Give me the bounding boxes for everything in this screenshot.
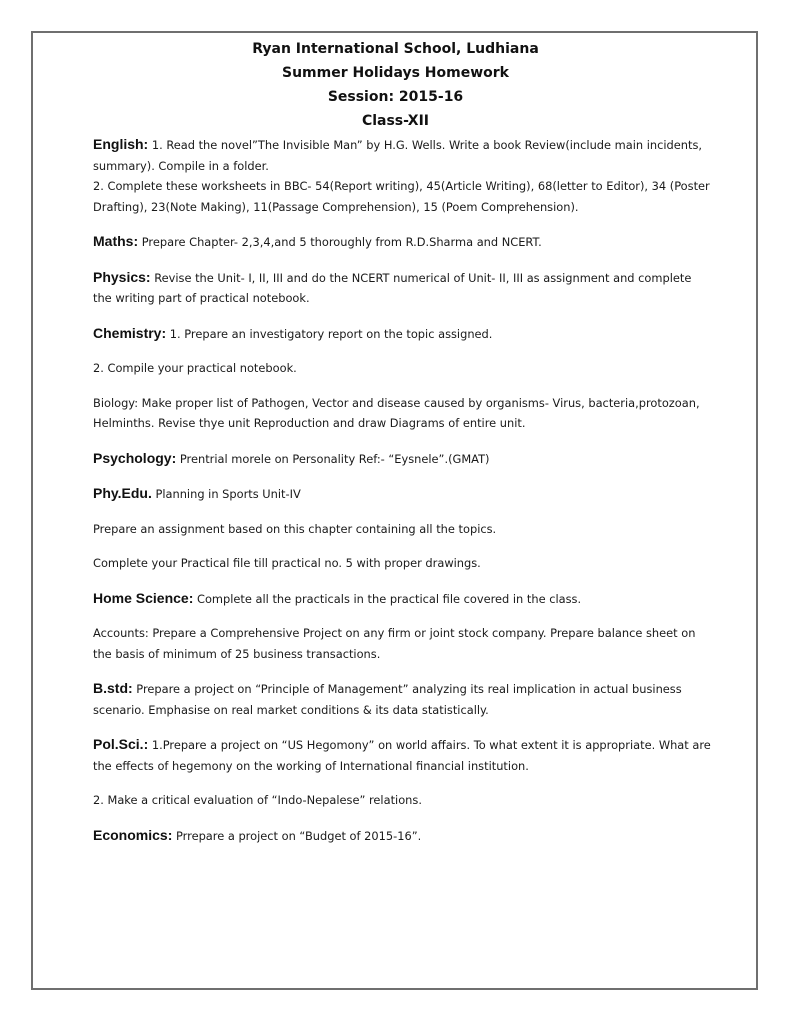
bstd-section xyxy=(93,678,713,720)
maths-heading: Maths: xyxy=(93,233,139,249)
maths-text: Prepare Chapter- 2,3,4,and 5 thoroughly from R.D.Sharma and NCERT. xyxy=(138,235,542,249)
psychology-heading: Psychology: xyxy=(93,449,177,466)
session: Session: 2015-16 xyxy=(327,89,464,105)
homescience-text: Complete all the practicals in the practical file covered in the class. xyxy=(193,591,582,606)
chemistry-section xyxy=(93,323,713,345)
chemistry-text: 1. Prepare an investigatory report on the topic assigned. xyxy=(166,326,493,341)
phyedu-item-3: Complete your Practical file till practical no. 5 with proper drawings. xyxy=(93,556,481,570)
physics-text: Revise the Unit- I, II, III and do the NCERT numerical of Unit- II, III as assignment and complete the writing part of practical notebook. xyxy=(93,270,692,305)
psychology-section xyxy=(93,448,713,470)
bstd-heading: B.std: xyxy=(93,680,133,696)
phyedu-heading: Phy.Edu. xyxy=(93,485,152,501)
economics-section xyxy=(93,825,713,847)
homescience-section xyxy=(93,588,713,610)
physics-heading: Physics: xyxy=(93,268,151,285)
biology-section: Biology: Make proper list of Pathogen, Vector and disease caused by organisms- Virus, bacteria,protozoan, Helminths. Revise thye unit Reproduction and draw Diagrams of entire unit. xyxy=(93,395,700,430)
phyedu-text: Planning in Sports Unit-IV xyxy=(151,487,301,501)
chemistry-heading: Chemistry: xyxy=(93,324,167,341)
school-name: Ryan International School, Ludhiana xyxy=(252,41,539,57)
polsci-section xyxy=(93,734,713,776)
economics-heading: Economics: xyxy=(93,826,173,843)
physics-section xyxy=(93,267,713,309)
polsci-text: 1.Prepare a project on “US Hegomony” on world affairs. To what extent it is appropriate. What are the effects of hegemony on the working of International financial institution. xyxy=(93,738,711,773)
accounts-section: Accounts: Prepare a Comprehensive Project on any firm or joint stock company. Prepare balance sheet on the basis of minimum of 25 business transactions. xyxy=(93,626,696,661)
polsci-item-2: 2. Make a critical evaluation of “Indo-Nepalese” relations. xyxy=(93,793,422,807)
class-label: Class-XII xyxy=(361,113,430,129)
phyedu-section xyxy=(93,483,713,505)
homework-title: Summer Holidays Homework xyxy=(282,65,509,81)
polsci-heading: Pol.Sci.: xyxy=(93,736,149,752)
economics-text: Prrepare a project on “Budget of 2015-16”. xyxy=(172,828,422,843)
english-section xyxy=(93,134,713,176)
english-item-2: 2. Complete these worksheets in BBC- 54(Report writing), 45(Article Writing), 68(letter to Editor), 34 (Poster Drafting), 23(Note Making), 11(Passage Comprehension), 15 (Poem Comprehension). xyxy=(93,179,710,214)
psychology-text: Prentrial morele on Personality Ref:- “Eysnele”.(GMAT) xyxy=(176,451,490,466)
english-heading: English: xyxy=(93,136,149,152)
homework-content xyxy=(93,134,713,846)
phyedu-item-2: Prepare an assignment based on this chapter containing all the topics. xyxy=(93,521,497,536)
homescience-heading: Home Science: xyxy=(93,589,194,606)
bstd-text: Prepare a project on “Principle of Management” analyzing its real implication in actual business scenario. Emphasise on real market conditions & its data statistically. xyxy=(93,682,682,717)
english-text: 1. Read the novel”The Invisible Man” by H.G. Wells. Write a book Review(include main incidents, summary). Compile in a folder. xyxy=(93,138,703,173)
chemistry-item-2: 2. Compile your practical notebook. xyxy=(93,361,297,375)
maths-section xyxy=(93,231,713,253)
